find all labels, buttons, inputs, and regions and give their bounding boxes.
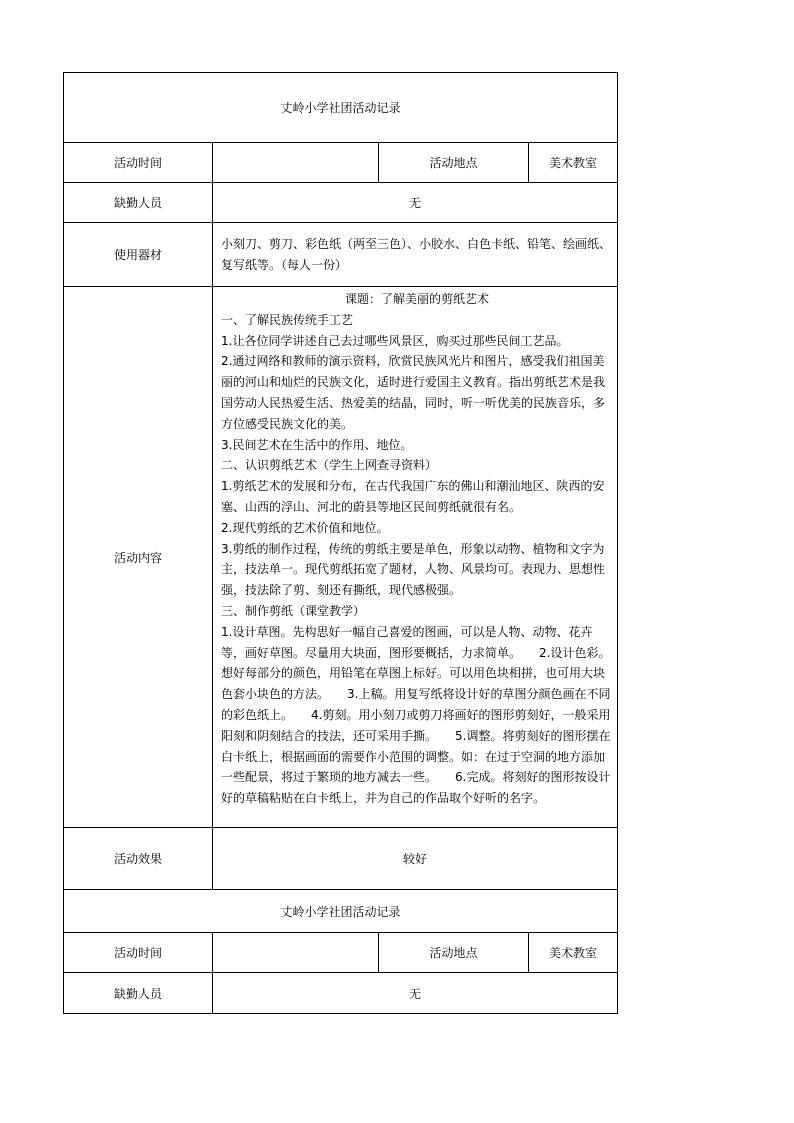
absent-value: 无 <box>213 183 618 223</box>
content-paragraph: 1.设计草图。先构思好一幅自己喜爱的图画，可以是人物、动物、花卉等，画好草图。尽量用大块面，图形要概括，力求简单。 2.设计色彩。想好每部分的颜色，用铅笔在草图上标好。可以用色块相拼，也可用大块色套小块色的方法。 3.上稿。用复写纸将设计好的草图分颜色画在不同的彩色纸上。 4.剪刻。用小刻刀或剪刀将画好的图形剪刻好，一般采用阳刻和阴刻结合的技法，还可采用手撕。 5.调整。将剪刻好的图形摆在白卡纸上，根据画面的需要作小范围的调整。如：在过于空洞的地方添加一些配景，将过于繁琐的地方减去一些。 6.完成。将刻好的图形按设计好的草稿粘贴在白卡纸上，并为自己的作品取个好听的名字。 <box>221 624 611 806</box>
content-paragraph: 1.让各位同学讲述自己去过哪些风景区，购买过那些民间工艺品。 <box>221 333 569 348</box>
absent-label: 缺勤人员 <box>64 973 213 1014</box>
effect-value: 较好 <box>213 828 618 890</box>
content-paragraph: 2.通过网络和教师的演示资料，欣赏民族风光片和图片，感受我们祖国美丽的河山和灿烂的民族文化，适时进行爱国主义教育。指出剪纸艺术是我国劳动人民热爱生活、热爱美的结晶，同时，听一听优美的民族音乐，多方位感受民族文化的美。 <box>221 354 606 431</box>
content-section-heading: 二、认识剪纸艺术（学生上网查寻资料） <box>221 458 438 473</box>
activity-time-value <box>213 143 379 183</box>
content-paragraph: 3.民间艺术在生活中的作用、地位。 <box>221 437 413 452</box>
content-label: 活动内容 <box>64 287 213 828</box>
absent-label: 缺勤人员 <box>64 183 213 223</box>
content-paragraph: 1.剪纸艺术的发展和分布，在古代我国广东的佛山和潮汕地区、陕西的安塞、山西的浮山、河北的蔚县等地区民间剪纸就很有名。 <box>221 479 605 514</box>
equipment-label: 使用器材 <box>64 223 213 287</box>
activity-record-table-1 <box>63 72 618 890</box>
content-body <box>213 287 618 828</box>
activity-place-value: 美术教室 <box>529 933 618 973</box>
content-paragraph: 3.剪纸的制作过程，传统的剪纸主要是单色，形象以动物、植物和文字为主，技法单一。现代剪纸拓宽了题材，人物、风景均可。表现力、思想性强，技法除了剪、刻还有撕纸，现代感极强。 <box>221 541 606 598</box>
content-paragraph: 2.现代剪纸的艺术价值和地位。 <box>221 520 389 535</box>
activity-time-label: 活动时间 <box>64 143 213 183</box>
activity-place-label: 活动地点 <box>379 933 529 973</box>
activity-time-label: 活动时间 <box>64 933 213 973</box>
activity-place-label: 活动地点 <box>379 143 529 183</box>
activity-place-value: 美术教室 <box>529 143 618 183</box>
effect-label: 活动效果 <box>64 828 213 890</box>
activity-record-table-2 <box>63 889 618 1014</box>
content-topic: 课题：了解美丽的剪纸艺术 <box>345 292 490 306</box>
content-section-heading: 三、制作剪纸（课堂教学） <box>221 603 366 618</box>
activity-time-value <box>213 933 379 973</box>
record-title: 丈岭小学社团活动记录 <box>64 73 618 143</box>
record-title: 丈岭小学社团活动记录 <box>64 890 618 933</box>
equipment-value: 小刻刀、剪刀、彩色纸（两至三色）、小胶水、白色卡纸、铅笔、绘画纸、复写纸等。（每人一份） <box>213 223 618 287</box>
content-section-heading: 一、了解民族传统手工艺 <box>221 312 354 327</box>
absent-value: 无 <box>213 973 618 1014</box>
